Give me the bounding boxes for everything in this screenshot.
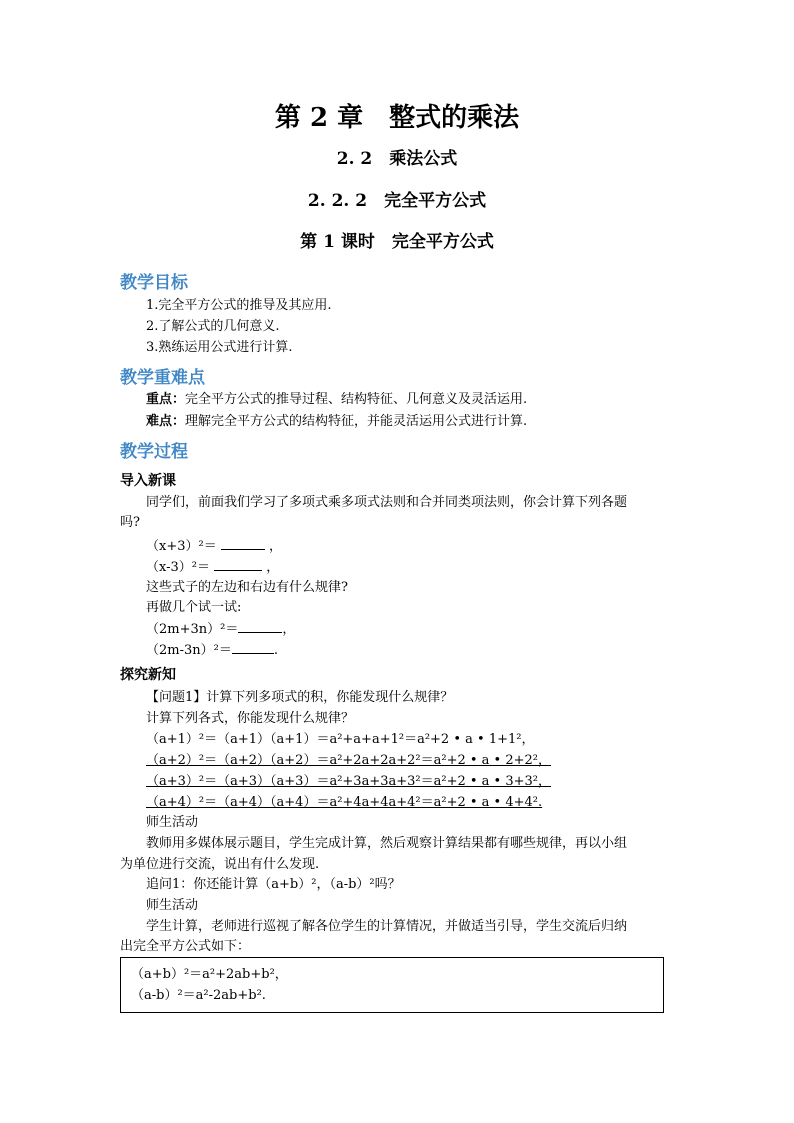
exercise-3-expr: （2m+3n）²＝: [146, 622, 239, 637]
key-label: 重点：: [146, 392, 186, 407]
answer-blank-4: [232, 641, 274, 654]
intro-paragraph-cont: 吗?: [120, 515, 140, 530]
expansion-line-1: （a+1）²＝（a+1）（a+1）＝a²+a+a+1²＝a²+2 • a • 1+1²，: [146, 732, 535, 747]
formula-sum-square: （a+b）²＝a²+2ab+b²，: [131, 967, 288, 982]
question-try: 再做几个试一试:: [146, 600, 242, 615]
intro-heading: 导入新课: [120, 473, 176, 489]
answer-blank-3: [238, 620, 282, 633]
expansion-line-2: （a+2）²＝（a+2）（a+2）＝a²+2a+2a+2²＝a²+2 • a • 2+2²，: [146, 753, 552, 768]
hard-point: [146, 413, 527, 431]
expansion-line-3: （a+3）²＝（a+3）（a+3）＝a²+3a+3a+3²＝a²+2 • a • 3+3²，: [146, 774, 552, 789]
problem-instruction: 计算下列各式，你能发现什么规律？: [146, 711, 355, 726]
activity-2-text-cont: 出完全平方公式如下：: [120, 939, 251, 954]
activity-1-text-cont: 为单位进行交流，说出有什么发现.: [120, 857, 320, 872]
intro-paragraph: 同学们，前面我们学习了多项式乘多项式法则和合并同类项法则，你会计算下列各题: [146, 495, 628, 510]
chapter-title: 第 2 章 整式的乘法: [274, 103, 520, 133]
difficulty-heading: 教学重难点: [120, 368, 205, 388]
subsection-title: 2. 2. 2 完全平方公式: [307, 191, 487, 211]
goal-item-1: 1.完全平方公式的推导及其应用.: [146, 298, 332, 313]
answer-blank-1: [221, 537, 265, 550]
section-title: 2. 2 乘法公式: [336, 149, 458, 169]
exercise-2-expr: （x-3）²＝: [146, 560, 210, 575]
goal-item-2: 2.了解公式的几何意义.: [146, 319, 280, 334]
key-text: 完全平方公式的推导过程、结构特征、几何意义及灵活运用.: [185, 392, 528, 407]
exercise-4: [146, 641, 278, 660]
activity-2-label: 师生活动: [146, 898, 199, 913]
exercise-3-end: ，: [282, 622, 296, 637]
exercise-2: [146, 558, 279, 577]
activity-2-text: 学生计算，老师进行巡视了解各位学生的计算情况，并做适当引导，学生交流后归纳: [146, 919, 628, 934]
goals-heading: 教学目标: [120, 273, 188, 293]
formula-diff-square: （a-b）²＝a²-2ab+b².: [131, 988, 266, 1003]
exercise-4-expr: （2m-3n）²＝: [146, 643, 232, 658]
expansion-line-4: （a+4）²＝（a+4）（a+4）＝a²+4a+4a+4²＝a²+2 • a • 4+4².: [146, 795, 543, 810]
answer-blank-2: [214, 558, 262, 571]
exercise-2-end: ，: [266, 560, 280, 575]
activity-1-text: 教师用多媒体展示题目，学生完成计算，然后观察计算结果都有哪些规律，再以小组: [146, 836, 628, 851]
exercise-1-expr: （x+3）²＝: [146, 539, 217, 554]
followup-question: 追问1：你还能计算（a+b）²，（a-b）²吗？: [146, 877, 401, 892]
problem-1: 【问题1】计算下列多项式的积，你能发现什么规律？: [146, 690, 454, 705]
goal-item-3: 3.熟练运用公式进行计算.: [146, 340, 293, 355]
explore-heading: 探究新知: [120, 667, 176, 683]
question-rule: 这些式子的左边和右边有什么规律?: [146, 580, 348, 595]
lesson-title: 第 1 课时 完全平方公式: [300, 232, 494, 252]
exercise-4-end: .: [273, 643, 278, 658]
exercise-3: [146, 620, 295, 639]
exercise-1-end: ，: [269, 539, 283, 554]
hard-label: 难点：: [146, 414, 186, 429]
exercise-1: [146, 537, 282, 556]
hard-text: 理解完全平方公式的结构特征，并能灵活运用公式进行计算.: [185, 414, 528, 429]
process-heading: 教学过程: [120, 442, 188, 462]
key-point: [146, 391, 527, 409]
activity-1-label: 师生活动: [146, 815, 199, 830]
formula-box: [120, 957, 664, 1013]
